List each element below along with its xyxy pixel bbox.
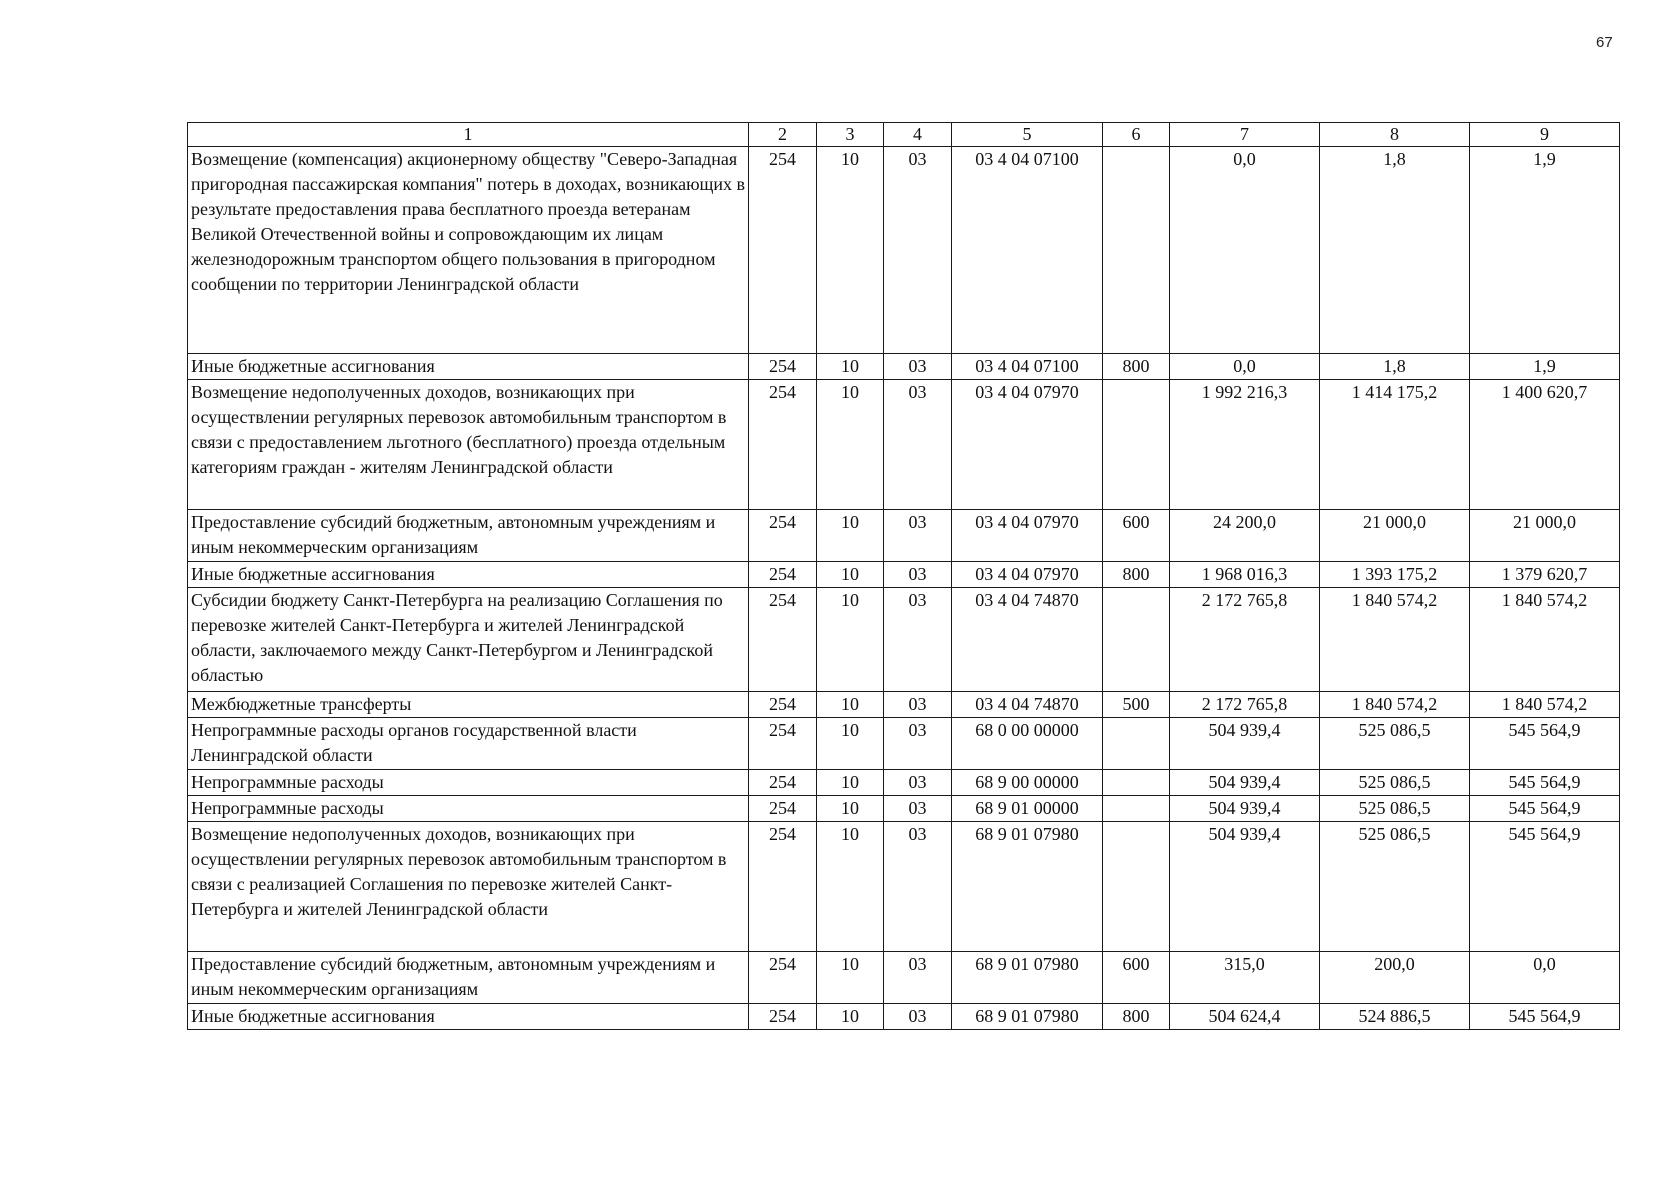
expense-name: Предоставление субсидий бюджетным, автономным учреждениям и иным некоммерческим организациям bbox=[188, 510, 749, 562]
column-header: 5 bbox=[952, 123, 1103, 147]
table-row bbox=[188, 510, 1620, 562]
target-article-code: 03 4 04 74870 bbox=[952, 692, 1103, 718]
subsection-code: 03 bbox=[884, 770, 952, 796]
table-row bbox=[188, 354, 1620, 380]
table-row bbox=[188, 588, 1620, 692]
amount-col7: 0,0 bbox=[1170, 354, 1320, 380]
table-row bbox=[188, 822, 1620, 952]
amount-col9: 0,0 bbox=[1470, 952, 1620, 1004]
amount-col7: 1 992 216,3 bbox=[1170, 380, 1320, 510]
amount-col8: 1 840 574,2 bbox=[1320, 588, 1470, 692]
expense-name: Иные бюджетные ассигнования bbox=[188, 562, 749, 588]
expense-type-code: 600 bbox=[1103, 952, 1170, 1004]
target-article-code: 68 9 01 07980 bbox=[952, 822, 1103, 952]
amount-col8: 200,0 bbox=[1320, 952, 1470, 1004]
ministry-code: 254 bbox=[749, 510, 817, 562]
table-row bbox=[188, 692, 1620, 718]
column-header: 9 bbox=[1470, 123, 1620, 147]
target-article-code: 68 0 00 00000 bbox=[952, 718, 1103, 770]
ministry-code: 254 bbox=[749, 147, 817, 354]
table-row bbox=[188, 770, 1620, 796]
expense-type-code bbox=[1103, 147, 1170, 354]
amount-col9: 545 564,9 bbox=[1470, 718, 1620, 770]
amount-col7: 504 939,4 bbox=[1170, 796, 1320, 822]
section-code: 10 bbox=[817, 822, 884, 952]
table-row bbox=[188, 562, 1620, 588]
amount-col7: 1 968 016,3 bbox=[1170, 562, 1320, 588]
section-code: 10 bbox=[817, 147, 884, 354]
amount-col7: 2 172 765,8 bbox=[1170, 692, 1320, 718]
amount-col8: 525 086,5 bbox=[1320, 822, 1470, 952]
subsection-code: 03 bbox=[884, 796, 952, 822]
subsection-code: 03 bbox=[884, 692, 952, 718]
expense-type-code bbox=[1103, 380, 1170, 510]
amount-col7: 504 939,4 bbox=[1170, 718, 1320, 770]
section-code: 10 bbox=[817, 796, 884, 822]
column-header: 2 bbox=[749, 123, 817, 147]
ministry-code: 254 bbox=[749, 796, 817, 822]
amount-col8: 21 000,0 bbox=[1320, 510, 1470, 562]
amount-col7: 0,0 bbox=[1170, 147, 1320, 354]
expense-name: Предоставление субсидий бюджетным, автономным учреждениям и иным некоммерческим организациям bbox=[188, 952, 749, 1004]
subsection-code: 03 bbox=[884, 562, 952, 588]
subsection-code: 03 bbox=[884, 1004, 952, 1030]
amount-col9: 21 000,0 bbox=[1470, 510, 1620, 562]
column-header: 1 bbox=[188, 123, 749, 147]
table-row bbox=[188, 718, 1620, 770]
ministry-code: 254 bbox=[749, 562, 817, 588]
amount-col8: 525 086,5 bbox=[1320, 770, 1470, 796]
ministry-code: 254 bbox=[749, 952, 817, 1004]
section-code: 10 bbox=[817, 952, 884, 1004]
target-article-code: 03 4 04 07100 bbox=[952, 354, 1103, 380]
table-row bbox=[188, 1004, 1620, 1030]
target-article-code: 03 4 04 07970 bbox=[952, 380, 1103, 510]
expense-type-code: 600 bbox=[1103, 510, 1170, 562]
section-code: 10 bbox=[817, 510, 884, 562]
column-header: 4 bbox=[884, 123, 952, 147]
expense-type-code: 800 bbox=[1103, 562, 1170, 588]
expense-name: Непрограммные расходы органов государственной власти Ленинградской области bbox=[188, 718, 749, 770]
expense-type-code bbox=[1103, 770, 1170, 796]
subsection-code: 03 bbox=[884, 718, 952, 770]
ministry-code: 254 bbox=[749, 588, 817, 692]
expense-name: Возмещение (компенсация) акционерному обществу "Северо-Западная пригородная пассажирская компания" потерь в доходах, возникающих в результате предоставления права бесплатного проезда ветеранам Великой Отечественной войны и сопровождающим их лицам железнодорожным транспортом общего пользования в пригородном сообщении по территории Ленинградской области bbox=[188, 147, 749, 354]
ministry-code: 254 bbox=[749, 718, 817, 770]
budget-table bbox=[187, 122, 1620, 1030]
target-article-code: 68 9 01 07980 bbox=[952, 952, 1103, 1004]
table-row bbox=[188, 147, 1620, 354]
target-article-code: 68 9 00 00000 bbox=[952, 770, 1103, 796]
expense-type-code: 800 bbox=[1103, 1004, 1170, 1030]
ministry-code: 254 bbox=[749, 1004, 817, 1030]
column-header: 6 bbox=[1103, 123, 1170, 147]
target-article-code: 68 9 01 00000 bbox=[952, 796, 1103, 822]
ministry-code: 254 bbox=[749, 770, 817, 796]
target-article-code: 68 9 01 07980 bbox=[952, 1004, 1103, 1030]
amount-col8: 1 840 574,2 bbox=[1320, 692, 1470, 718]
table-row bbox=[188, 380, 1620, 510]
subsection-code: 03 bbox=[884, 952, 952, 1004]
amount-col8: 525 086,5 bbox=[1320, 796, 1470, 822]
header-row bbox=[188, 123, 1620, 147]
target-article-code: 03 4 04 07100 bbox=[952, 147, 1103, 354]
amount-col9: 545 564,9 bbox=[1470, 796, 1620, 822]
expense-type-code bbox=[1103, 718, 1170, 770]
expense-type-code: 500 bbox=[1103, 692, 1170, 718]
column-header: 3 bbox=[817, 123, 884, 147]
table-row bbox=[188, 796, 1620, 822]
expense-name: Непрограммные расходы bbox=[188, 770, 749, 796]
amount-col9: 545 564,9 bbox=[1470, 1004, 1620, 1030]
section-code: 10 bbox=[817, 562, 884, 588]
expense-name: Возмещение недополученных доходов, возникающих при осуществлении регулярных перевозок автомобильным транспортом в связи с реализацией Соглашения по перевозке жителей Санкт-Петербурга и жителей Ленинградской области bbox=[188, 822, 749, 952]
amount-col9: 1 840 574,2 bbox=[1470, 588, 1620, 692]
target-article-code: 03 4 04 07970 bbox=[952, 510, 1103, 562]
amount-col7: 24 200,0 bbox=[1170, 510, 1320, 562]
expense-name: Непрограммные расходы bbox=[188, 796, 749, 822]
subsection-code: 03 bbox=[884, 510, 952, 562]
ministry-code: 254 bbox=[749, 380, 817, 510]
amount-col9: 1,9 bbox=[1470, 354, 1620, 380]
amount-col9: 1 400 620,7 bbox=[1470, 380, 1620, 510]
subsection-code: 03 bbox=[884, 380, 952, 510]
ministry-code: 254 bbox=[749, 822, 817, 952]
section-code: 10 bbox=[817, 692, 884, 718]
amount-col9: 1 379 620,7 bbox=[1470, 562, 1620, 588]
amount-col8: 525 086,5 bbox=[1320, 718, 1470, 770]
ministry-code: 254 bbox=[749, 692, 817, 718]
column-header: 8 bbox=[1320, 123, 1470, 147]
expense-name: Субсидии бюджету Санкт-Петербурга на реализацию Соглашения по перевозке жителей Санкт-Петербурга и жителей Ленинградской области, заключаемого между Санкт-Петербургом и Ленинградской областью bbox=[188, 588, 749, 692]
expense-name: Иные бюджетные ассигнования bbox=[188, 354, 749, 380]
amount-col8: 1 414 175,2 bbox=[1320, 380, 1470, 510]
section-code: 10 bbox=[817, 1004, 884, 1030]
ministry-code: 254 bbox=[749, 354, 817, 380]
expense-type-code: 800 bbox=[1103, 354, 1170, 380]
subsection-code: 03 bbox=[884, 588, 952, 692]
expense-type-code bbox=[1103, 796, 1170, 822]
column-header: 7 bbox=[1170, 123, 1320, 147]
table-row bbox=[188, 952, 1620, 1004]
amount-col8: 1 393 175,2 bbox=[1320, 562, 1470, 588]
amount-col9: 1,9 bbox=[1470, 147, 1620, 354]
amount-col8: 524 886,5 bbox=[1320, 1004, 1470, 1030]
target-article-code: 03 4 04 74870 bbox=[952, 588, 1103, 692]
section-code: 10 bbox=[817, 718, 884, 770]
amount-col8: 1,8 bbox=[1320, 147, 1470, 354]
expense-type-code bbox=[1103, 588, 1170, 692]
amount-col9: 1 840 574,2 bbox=[1470, 692, 1620, 718]
page-number: 67 bbox=[1596, 34, 1613, 51]
subsection-code: 03 bbox=[884, 354, 952, 380]
expense-name: Иные бюджетные ассигнования bbox=[188, 1004, 749, 1030]
expense-name: Возмещение недополученных доходов, возникающих при осуществлении регулярных перевозок автомобильным транспортом в связи с предоставлением льготного (бесплатного) проезда отдельным категориям граждан - жителям Ленинградской области bbox=[188, 380, 749, 510]
amount-col7: 315,0 bbox=[1170, 952, 1320, 1004]
expense-type-code bbox=[1103, 822, 1170, 952]
section-code: 10 bbox=[817, 380, 884, 510]
amount-col7: 504 624,4 bbox=[1170, 1004, 1320, 1030]
section-code: 10 bbox=[817, 588, 884, 692]
amount-col7: 504 939,4 bbox=[1170, 822, 1320, 952]
target-article-code: 03 4 04 07970 bbox=[952, 562, 1103, 588]
amount-col7: 504 939,4 bbox=[1170, 770, 1320, 796]
expense-name: Межбюджетные трансферты bbox=[188, 692, 749, 718]
section-code: 10 bbox=[817, 770, 884, 796]
section-code: 10 bbox=[817, 354, 884, 380]
amount-col8: 1,8 bbox=[1320, 354, 1470, 380]
subsection-code: 03 bbox=[884, 147, 952, 354]
amount-col7: 2 172 765,8 bbox=[1170, 588, 1320, 692]
subsection-code: 03 bbox=[884, 822, 952, 952]
amount-col9: 545 564,9 bbox=[1470, 770, 1620, 796]
amount-col9: 545 564,9 bbox=[1470, 822, 1620, 952]
